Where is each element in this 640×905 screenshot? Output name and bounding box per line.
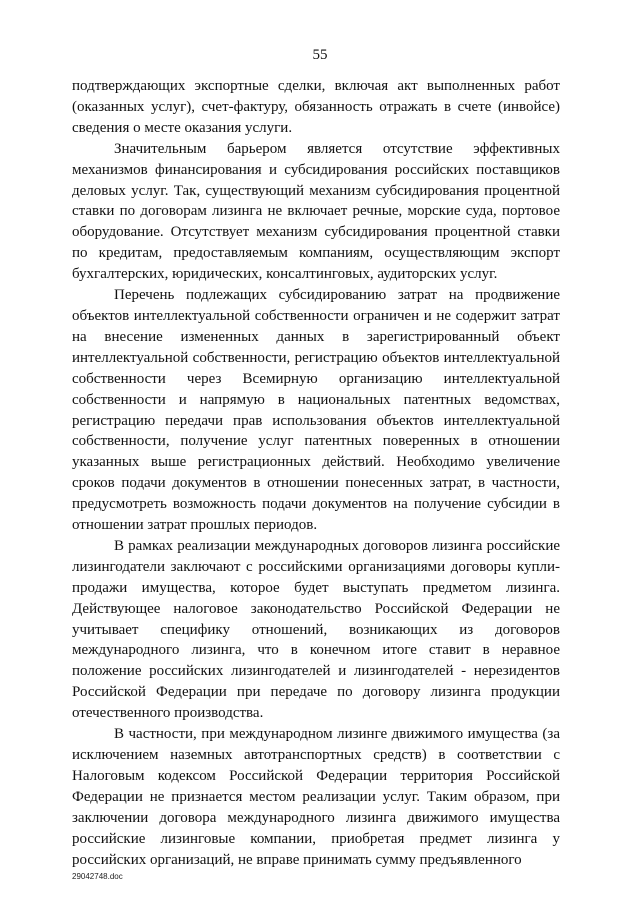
page-number: 55 <box>312 47 328 63</box>
footer-filename: 29042748.doc <box>72 872 123 881</box>
paragraph-2: Значительным барьером является отсутствие эффективных механизмов финансирования и субсидирования российских поставщиков деловых услуг. Так, существующий механизм субсидирования процентной ставки по договорам лизинга не включает речные, морские суда, портовое оборудование. Отсутствует механизм субсидирования процентной ставки по кредитам, предоставляемым компаниям, осуществляющим экспорт бухгалтерских, юридических, консалтинговых, аудиторских услуг. <box>72 140 560 283</box>
document-body <box>72 76 560 870</box>
paragraph-1: подтверждающих экспортные сделки, включая акт выполненных работ (оказанных услуг), счет-фактуру, обязанность отражать в счете (инвойсе) сведения о месте оказания услуги. <box>72 78 560 136</box>
paragraph-4: В рамках реализации международных договоров лизинга российские лизингодатели заключают с российскими организациями договоры купли-продажи имущества, которое будет выступать предметом лизинга. Действующее налоговое законодательство Российской Федерации не учитывает специфику отношений, возникающих из договоров международного лизинга, что в конечном итоге ставит в неравное положение российских лизингодателей и лизингодателей - нерезидентов Российской Федерации при передаче по договору лизинга продукции отечественного производства. <box>72 537 560 722</box>
paragraph-5: В частности, при международном лизинге движимого имущества (за исключением наземных автотранспортных средств) в соответствии с Налоговым кодексом Российской Федерации территория Российской Федерации не признается местом реализации услуг. Таким образом, при заключении договора международного лизинга движимого имущества российские лизинговые компании, приобретая предмет лизинга у российских организаций, не вправе принимать сумму предъявленного <box>72 726 560 868</box>
paragraph-3: Перечень подлежащих субсидированию затрат на продвижение объектов интеллектуальной собственности ограничен и не содержит затрат на внесение измененных данных в зарегистрированный объект интеллектуальной собственности, регистрацию объектов интеллектуальной собственности через Всемирную организацию интеллектуальной собственности и напрямую в национальных патентных ведомствах, регистрацию передачи прав использования объектов интеллектуальной собственности, получение услуг патентных поверенных в отношении указанных выше регистрационных действий. Необходимо увеличение сроков подачи документов в отношении понесенных затрат, в частности, предусмотреть возможность подачи документов на получение субсидии в отношении затрат прошлых периодов. <box>72 287 560 534</box>
